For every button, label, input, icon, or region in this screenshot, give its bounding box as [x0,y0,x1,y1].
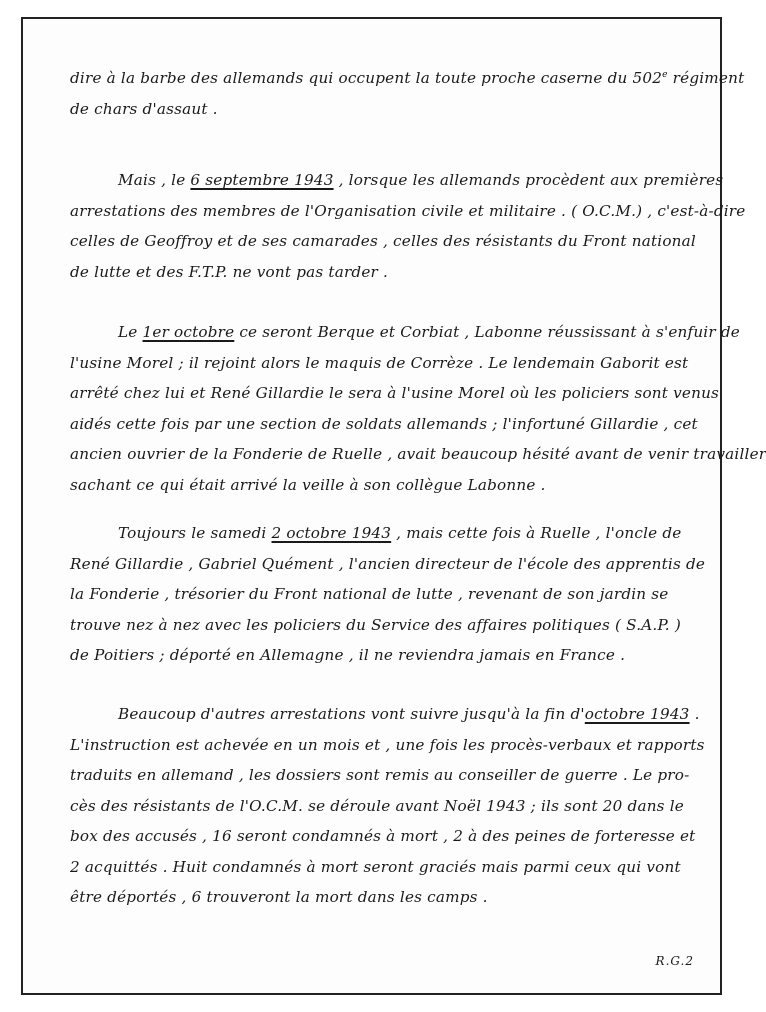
text-segment: l'usine Morel ; il rejoint alors le maquis de Corrèze . Le lendemain Gaborit est [70,353,689,372]
text-segment: aidés cette fois par une section de soldats allemands ; l'infortuné Gillardie , cet [70,414,698,433]
text-line [70,615,700,640]
text-segment: arrêté chez lui et René Gillardie le sera à l'usine Morel où les policiers sont venus [70,384,720,402]
underlined-date: octobre 1943 [584,705,690,723]
text-segment: de Poitiers ; déporté en Allemagne , il ne reviendra jamais en France . [70,646,626,664]
text-segment: sachant ce qui était arrivé la veille à son collègue Labonne . [70,475,546,494]
text-segment: René Gillardie , Gabriel Quément , l'ancien directeur de l'école des apprentis de [70,554,706,573]
text-line [70,648,700,670]
text-segment: celles de Geoffroy et de ses camarades , celles des résistants du Front national [70,232,696,250]
text-line [118,526,748,548]
text-segment: la Fonderie , trésorier du Front national de lutte , revenant de son jardin se [70,585,669,603]
text-segment: traduits en allemand , les dossiers sont remis au conseiller de guerre . Le pro- [70,766,690,784]
underlined-date: 2 octobre 1943 [271,524,392,542]
text-segment: 2 acquittés . Huit condamnés à mort seront graciés mais parmi ceux qui vont [70,857,681,876]
text-line [118,325,748,347]
text-line [118,707,748,729]
text-line [70,796,700,821]
text-segment: box des accusés , 16 seront condamnés à mort , 2 à des peines de forteresse et [70,827,696,845]
text-line [70,475,700,500]
text-line [70,384,720,408]
handwritten-page [21,17,766,995]
text-line [70,890,700,912]
text-segment: , mais cette fois à Ruelle , l'oncle de [391,524,682,542]
text-line [70,768,700,790]
text-segment: de lutte et des F.T.P. ne vont pas tarder . [70,262,389,281]
text-line [70,445,766,469]
text-segment: trouve nez à nez avec les policiers du Service des affaires politiques ( S.A.P. ) [70,615,681,634]
text-line [70,69,745,93]
text-segment: ce seront Berque et Corbiat , Labonne réussissant à s'enfuir de [234,323,740,341]
text-segment: être déportés , 6 trouveront la mort dans les camps . [70,888,488,906]
text-line [70,735,705,760]
text-segment: arrestations des membres de l'Organisation civile et militaire . ( O.C.M.) , c'est-à-dire [70,201,746,220]
text-line [70,262,700,287]
text-line [70,234,700,256]
text-line [70,99,700,124]
text-line [70,587,700,609]
text-line [70,414,700,439]
underlined-date: 6 septembre 1943 [190,171,334,189]
superscript-text: e [662,70,668,80]
text-segment: , lorsque les allemands procèdent aux premières [333,171,724,189]
text-line [70,857,700,882]
text-segment: dire à la barbe des allemands qui occupent la toute proche caserne du 502 [70,69,663,88]
page-initials: R.G.2 [655,954,694,968]
text-line [118,173,748,195]
text-segment: Beaucoup d'autres arrestations vont suivre jusqu'à la fin d' [118,705,585,723]
text-segment: . [689,705,700,723]
text-line [70,829,700,851]
text-segment: Toujours le samedi [118,524,272,542]
text-segment: Mais , le [118,171,191,189]
text-line [70,353,700,378]
text-segment: régiment [667,69,745,88]
text-segment: de chars d'assaut . [70,99,218,118]
text-segment: L'instruction est achevée en un mois et , une fois les procès-verbaux et rapports [70,735,705,754]
text-segment: cès des résistants de l'O.C.M. se déroule avant Noël 1943 ; ils sont 20 dans le [70,796,684,815]
text-segment: Le [118,323,143,341]
text-line [70,554,706,579]
underlined-date: 1er octobre [142,323,235,341]
text-line [70,201,746,226]
text-segment: ancien ouvrier de la Fonderie de Ruelle , avait beaucoup hésité avant de venir travailler [70,445,766,463]
